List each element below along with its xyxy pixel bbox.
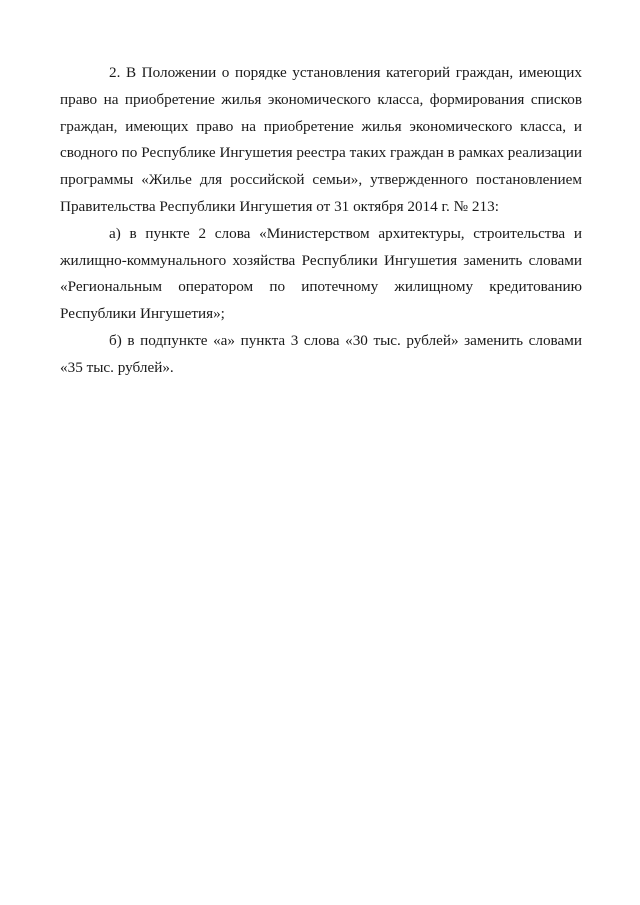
paragraph-subitem-a: а) в пункте 2 слова «Министерством архитектуры, строительства и жилищно-коммунального хозяйства Республики Ингушетия заменить словами «Региональным оператором по ипотечному жилищному кредитованию Республики Ингушетия»; bbox=[60, 224, 582, 323]
paragraph-subitem-b: б) в подпункте «а» пункта 3 слова «30 тыс. рублей» заменить словами «35 тыс. рублей». bbox=[60, 331, 582, 376]
paragraph-amendment-2: 2. В Положении о порядке установления категорий граждан, имеющих право на приобретение жилья экономического класса, формирования списков граждан, имеющих право на приобретение жилья экономического класса, и сводного по Республике Ингушетия реестра таких граждан в рамках реализации программы «Жилье для российской семьи», утвержденного постановлением Правительства Республики Ингушетия от 31 октября 2014 г. № 213: bbox=[60, 64, 582, 215]
document-body bbox=[60, 60, 582, 382]
